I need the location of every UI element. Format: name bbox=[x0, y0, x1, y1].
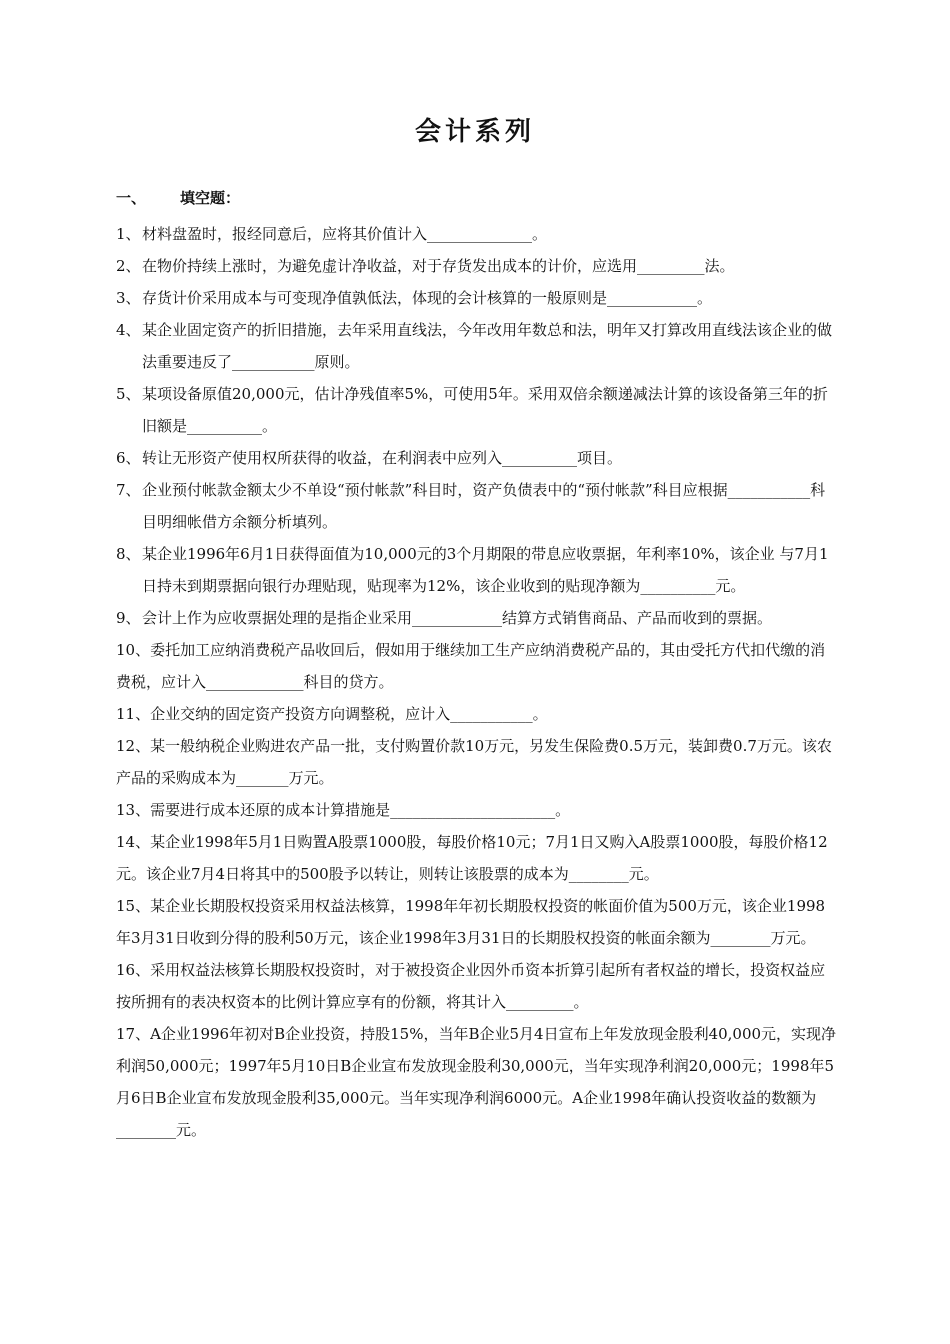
question-item bbox=[116, 602, 840, 634]
question-number: 6、 bbox=[116, 449, 141, 467]
question-text: 需要进行成本还原的成本计算措施是______________________。 bbox=[150, 801, 571, 819]
question-number: 10、 bbox=[116, 641, 151, 659]
question-item bbox=[116, 698, 840, 730]
question-number: 9、 bbox=[116, 609, 141, 627]
question-item bbox=[116, 1018, 840, 1146]
question-text: 某一般纳税企业购进农产品一批，支付购置价款10万元，另发生保险费0.5万元，装卸费0.7万元。该农产品的采购成本为_______万元。 bbox=[116, 737, 832, 787]
section-heading bbox=[116, 188, 240, 208]
question-number: 16、 bbox=[116, 961, 151, 979]
question-number: 5、 bbox=[116, 385, 141, 403]
question-list bbox=[116, 218, 840, 1146]
question-item bbox=[116, 218, 840, 250]
question-text: 某企业固定资产的折旧措施，去年采用直线法，今年改用年数总和法，明年又打算改用直线法该企业的做法重要违反了___________原则。 bbox=[142, 321, 833, 371]
question-number: 4、 bbox=[116, 321, 141, 339]
question-text: 委托加工应纳消费税产品收回后，假如用于继续加工生产应纳消费税产品的，其由受托方代扣代缴的消费税，应计入_____________科目的贷方。 bbox=[116, 641, 826, 691]
question-text: 某项设备原值20,000元，估计净残值率5%，可使用5年。采用双倍余额递减法计算的该设备第三年的折旧额是__________。 bbox=[142, 385, 828, 435]
question-number: 14、 bbox=[116, 833, 151, 851]
question-item bbox=[116, 442, 840, 474]
question-text: 在物价持续上涨时，为避免虚计净收益，对于存货发出成本的计价，应选用_________法。 bbox=[142, 257, 735, 275]
section-label: 填空题： bbox=[180, 189, 241, 207]
question-text: 会计上作为应收票据处理的是指企业采用____________结算方式销售商品、产品而收到的票据。 bbox=[142, 609, 773, 627]
question-item bbox=[116, 250, 840, 282]
question-item bbox=[116, 794, 840, 826]
question-text: 某企业1998年5月1日购置A股票1000股，每股价格10元；7月1日又购入A股票1000股，每股价格12元。该企业7月4日将其中的500股予以转让，则转让该股票的成本为________元。 bbox=[116, 833, 828, 883]
question-number: 11、 bbox=[116, 705, 151, 723]
question-number: 12、 bbox=[116, 737, 151, 755]
question-number: 2、 bbox=[116, 257, 141, 275]
page-title: 会计系列 bbox=[414, 117, 535, 147]
question-text: 企业预付帐款金额太少不单设“预付帐款”科目时，资产负债表中的“预付帐款”科目应根据___________科目明细帐借方余额分析填列。 bbox=[142, 481, 826, 531]
question-item bbox=[116, 730, 840, 794]
question-text: 企业交纳的固定资产投资方向调整税，应计入___________。 bbox=[150, 705, 548, 723]
question-number: 15、 bbox=[116, 897, 151, 915]
question-text: 某企业1996年6月1日获得面值为10,000元的3个月期限的带息应收票据，年利率10%，该企业 与7月1日持未到期票据向银行办理贴现，贴现率为12%，该企业收到的贴现净额为__________元。 bbox=[142, 545, 829, 595]
question-number: 8、 bbox=[116, 545, 141, 563]
question-item bbox=[116, 826, 840, 890]
question-item bbox=[116, 282, 840, 314]
question-item bbox=[116, 314, 840, 378]
question-item bbox=[116, 890, 840, 954]
question-text: 转让无形资产使用权所获得的收益，在利润表中应列入__________项目。 bbox=[142, 449, 623, 467]
question-number: 7、 bbox=[116, 481, 141, 499]
question-number: 17、 bbox=[116, 1025, 151, 1043]
question-item bbox=[116, 538, 840, 602]
section-number: 一、 bbox=[116, 189, 147, 207]
question-text: 某企业长期股权投资采用权益法核算，1998年年初长期股权投资的帐面价值为500万元，该企业1998年3月31日收到分得的股利50万元，该企业1998年3月31日的长期股权投资的帐面余额为________万元。 bbox=[116, 897, 826, 947]
question-number: 1、 bbox=[116, 225, 141, 243]
question-text: 材料盘盈时，报经同意后，应将其价值计入______________。 bbox=[142, 225, 548, 243]
question-text: 采用权益法核算长期股权投资时，对于被投资企业因外币资本折算引起所有者权益的增长，投资权益应按所拥有的表决权资本的比例计算应享有的份额，将其计入_________。 bbox=[116, 961, 826, 1011]
question-item bbox=[116, 634, 840, 698]
question-item bbox=[116, 474, 840, 538]
question-text: 存货计价采用成本与可变现净值孰低法，体现的会计核算的一般原则是____________。 bbox=[142, 289, 713, 307]
question-item bbox=[116, 378, 840, 442]
question-item bbox=[116, 954, 840, 1018]
question-text: A企业1996年初对B企业投资，持股15%，当年B企业5月4日宣布上年发放现金股利40,000元，实现净利润50,000元；1997年5月10日B企业宣布发放现金股利30,000元，当年实现净利润20,000元；1998年5月6日B企业宣布发放现金股利35,000元。当年实现净利润6000元。A企业1998年确认投资收益的数额为________元。 bbox=[116, 1025, 837, 1139]
question-number: 3、 bbox=[116, 289, 141, 307]
question-number: 13、 bbox=[116, 801, 151, 819]
